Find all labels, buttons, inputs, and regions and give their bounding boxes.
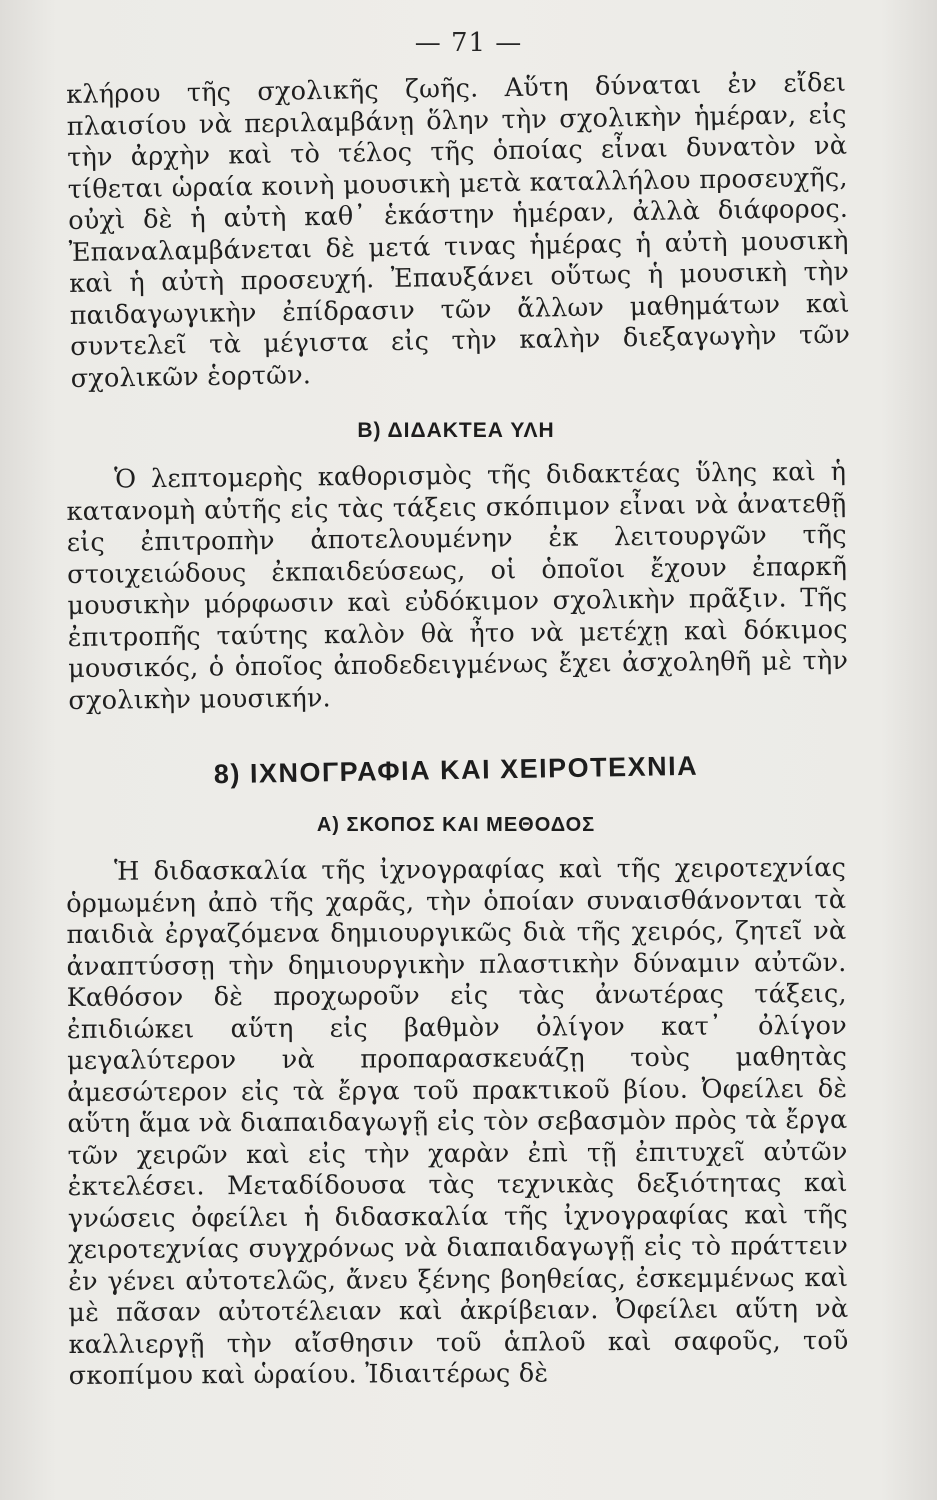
intro-paragraph: κλήρου τῆς σχολικῆς ζωῆς. Αὕτη δύναται ἐν εἴδει πλαισίου νὰ περιλαμβάνῃ ὅλην τὴν σχολικὴν ἡμέραν, εἰς τὴν ἀρχὴν καὶ τὸ τέλος τῆς ὁποίας εἶναι δυνατὸν νὰ τίθεται ὡραία κοινὴ μουσικὴ μετὰ καταλλήλου προσευχῆς, οὐχὶ δὲ ἡ αὐτὴ καθ᾽ ἑκάστην ἡμέραν, ἀλλὰ διάφορος. Ἐπαναλαμβάνεται δὲ μετά τινας ἡμέρας ἡ αὐτὴ μουσικὴ καὶ ἡ αὐτὴ προσευχή. Ἐπαυξάνει οὕτως ἡ μουσικὴ τὴν παιδαγωγικὴν ἐπίδρασιν τῶν ἄλλων μαθημάτων καὶ συντελεῖ τὰ μέγιστα εἰς τὴν καλὴν διεξαγωγὴν τῶν σχολικῶν ἑορτῶν. (66, 67, 851, 394)
aim-method-heading: Α) ΣΚΟΠΟΣ ΚΑΙ ΜΕΘΟΔΟΣ (316, 814, 596, 836)
page-number: — 71 — (414, 28, 523, 58)
chapter-heading: 8) ΙΧΝΟΓΡΑΦΙΑ ΚΑΙ ΧΕΙΡΟΤΕΧΝΙΑ (213, 750, 699, 790)
drawing-paragraph: Ἡ διδασκαλία τῆς ἰχνογραφίας καὶ τῆς χειροτεχνίας ὁρμωμένη ἀπὸ τῆς χαρᾶς, τὴν ὁποίαν συναισθάνονται τὰ παιδιὰ ἐργαζόμενα δημιουργικῶς διὰ τῆς χειρός, ζητεῖ νὰ ἀναπτύσσῃ τὴν δημιουργικὴν πλαστικὴν δύναμιν αὐτῶν. Καθόσον δὲ προχωροῦν εἰς τὰς ἀνωτέρας τάξεις, ἐπιδιώκει αὕτη εἰς βαθμὸν ὀλίγον κατ᾽ ὀλίγον μεγαλύτερον νὰ προπαρασκευάζῃ τοὺς μαθητὰς ἀμεσώτερον εἰς τὰ ἔργα τοῦ πρακτικοῦ βίου. Ὀφείλει δὲ αὕτη ἅμα νὰ διαπαιδαγωγῇ εἰς τὸν σεβασμὸν πρὸς τὰ ἔργα τῶν χειρῶν καὶ εἰς τὴν χαρὰν ἐπὶ τῇ ἐπιτυχεῖ αὐτῶν ἐκτελέσει. Μεταδίδουσα τὰς τεχνικὰς δεξιότητας καὶ γνώσεις ὀφείλει ἡ διδασκαλία τῆς ἰχνογραφίας καὶ τῆς χειροτεχνίας συγχρόνως νὰ διαπαιδαγωγῇ εἰς τὸ πράττειν ἐν γένει αὐτοτελῶς, ἄνευ ξένης βοηθείας, ἐσκεμμένως καὶ μὲ πᾶσαν αὐτοτέλειαν καὶ ἀκρίβειαν. Ὀφείλει αὕτη νὰ καλλιεργῇ τὴν αἴσθησιν τοῦ ἁπλοῦ καὶ σαφοῦς, τοῦ σκοπίμου καὶ ὡραίου. Ἰδιαιτέρως δὲ (66, 852, 849, 1391)
subject-matter-heading: Β) ΔΙΔΑΚΤΕΑ ΥΛΗ (357, 419, 555, 442)
distribution-paragraph: Ὁ λεπτομερὴς καθορισμὸς τῆς διδακτέας ὕλης καὶ ἡ κατανομὴ αὐτῆς εἰς τὰς τάξεις σκόπιμον εἶναι νὰ ἀνατεθῇ εἰς ἐπιτροπὴν ἀποτελουμένην ἐκ λειτουργῶν τῆς στοιχειώδους ἐκπαιδεύσεως, οἱ ὁποῖοι ἔχουν ἐπαρκῆ μουσικὴν μόρφωσιν καὶ εὐδόκιμον σχολικὴν πρᾶξιν. Τῆς ἐπιτροπῆς ταύτης καλὸν θὰ ἦτο νὰ μετέχῃ καὶ δόκιμος μουσικός, ὁ ὁποῖος ἀποδεδειγμένως ἔχει ἀσχοληθῆ μὲ τὴν σχολικὴν μουσικήν. (66, 456, 849, 716)
page-content (66, 67, 851, 1393)
